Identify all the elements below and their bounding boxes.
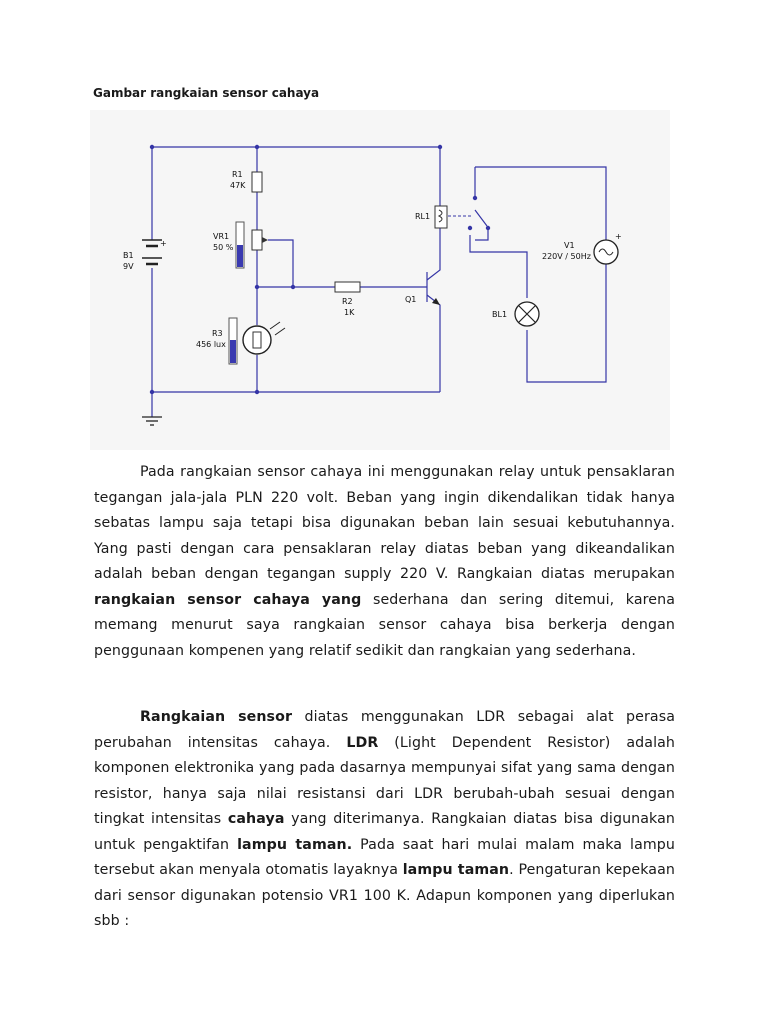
ground-icon [142,417,162,425]
vr1-level [237,245,243,267]
potentiometer-vr1 [252,230,262,250]
label-b1: B1 [123,251,134,260]
label-r1: R1 [232,170,243,179]
bold-text-run: lampu taman. [237,836,353,853]
paragraph-1-text [94,460,675,664]
bold-text-run: Rangkaian sensor [140,709,293,725]
label-bl1: BL1 [492,310,508,319]
r3-level [230,340,236,363]
resistor-r1 [252,172,262,192]
junction-dots [150,145,490,394]
label-r3: R3 [212,329,223,338]
wiper-arrow [262,237,268,243]
label-q1: Q1 [405,295,417,304]
label-rl1: RL1 [415,212,431,221]
text-run: Pada rangkaian sensor cahaya ini menggunakan relay untuk pensaklaran tegangan jala-jala PLN 220 volt. Beban yang ingin dikendalikan tidak hanya sebatas lampu saja tetapi bisa digunakan beban lain sesuai kebutuhannya. Yang pasti dengan cara pensaklaran relay diatas beban yang dikeandalikan adalah beban dengan tegangan supply 220 V. Rangkaian diatas merupakan [94,464,675,582]
ldr-body [253,332,261,348]
paragraph-2-text [94,705,675,935]
label-r3-value: 456 lux [196,340,226,349]
battery-b1 [142,240,162,264]
label-r2: R2 [342,297,353,306]
bold-text-run: cahaya [227,811,285,827]
figure-caption: Gambar rangkaian sensor cahaya [93,86,320,100]
paragraph-1 [94,460,675,664]
label-r2-value: 1K [344,308,355,317]
text-run: yang diterimanya. Rangkaian diatas bisa digunakan untuk pengaktifan [94,811,675,853]
text-run: diatas menggunakan LDR sebagai alat perasa perubahan intensitas cahaya. [94,709,676,751]
text-run: . Pengaturan kepekaan dari sensor digunakan potensio VR1 100 K. Adapun komponen yang diperlukan sbb : [94,862,675,929]
text-run: sederhana dan sering ditemui, karena memang menurut saya rangkaian sensor cahaya bisa berkerja dengan penggunaan kompenen yang relatif sedikit dan rangkaian yang sederhana. [94,591,675,659]
label-v1-plus: + [615,232,622,241]
label-vr1-value: 50 % [213,243,234,252]
label-vr1: VR1 [213,232,230,241]
bold-text-run: rangkaian sensor cahaya yang [94,591,362,608]
label-r1-value: 47K [230,181,246,190]
label-v1-value: 220V / 50Hz [542,252,591,261]
text-run: (Light Dependent Resistor) adalah komponen elektronika yang pada dasarnya mempunyai sifat yang sama dengan resistor, hanya saja nilai resistansi dari LDR berubah-ubah sesuai dengan tingkat intensitas [94,734,675,827]
text-run: Pada saat hari mulai malam maka lampu tersebut akan menyala otomatis layaknya [94,836,675,878]
bold-text-run: lampu taman [402,862,510,878]
resistor-r2 [335,282,360,292]
label-battery-plus: + [160,239,167,248]
label-b1-value: 9V [123,262,134,271]
bold-text-run: LDR [346,734,379,751]
circuit-svg [90,110,670,450]
wires [152,147,606,417]
label-v1: V1 [564,241,575,250]
light-arrows-icon [270,322,285,335]
paragraph-2 [94,705,675,935]
circuit-diagram [90,110,670,450]
